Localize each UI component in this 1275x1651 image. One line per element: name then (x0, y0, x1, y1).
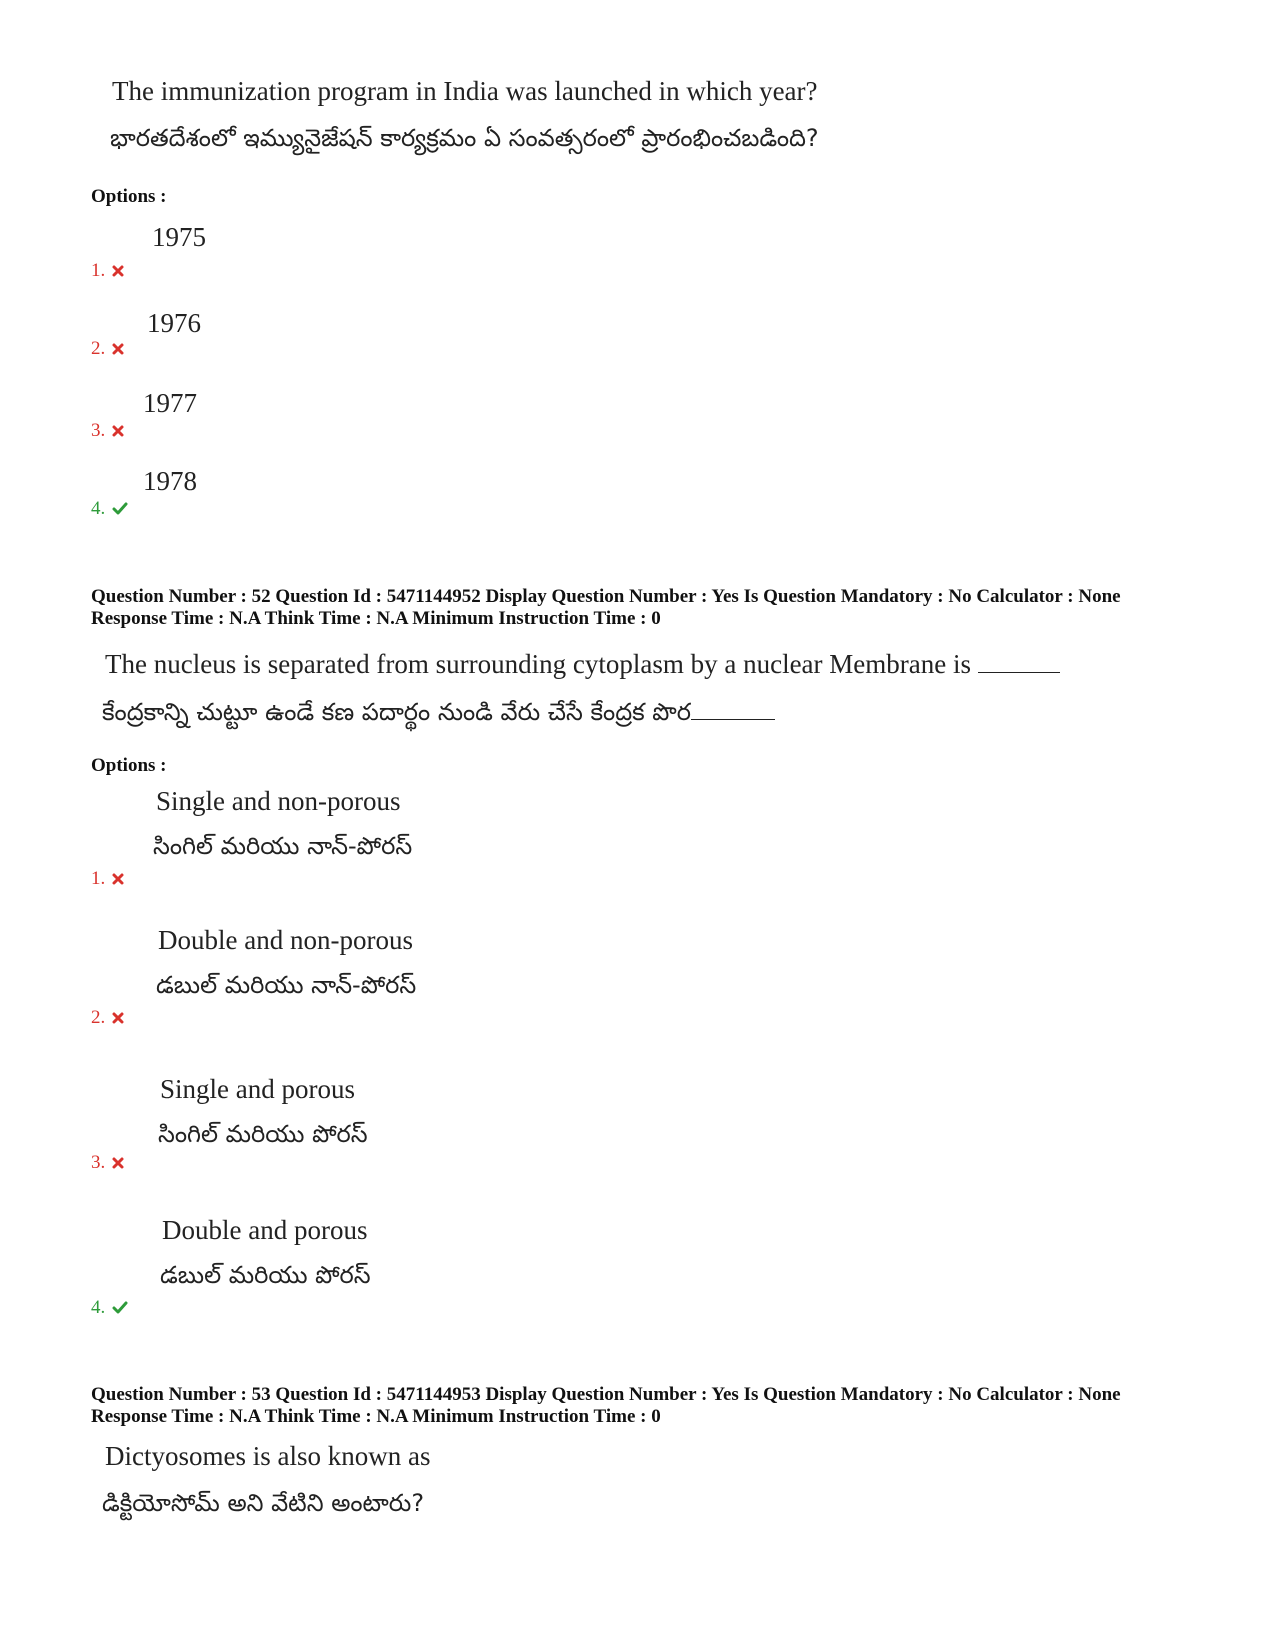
cross-icon (111, 342, 125, 356)
q52-option-2-number: 2. (91, 1007, 125, 1029)
q51-option-4-text: 1978 (143, 466, 197, 496)
q52-option-3-te: సింగిల్ మరియు పోరస్ (158, 1120, 368, 1148)
question-52-meta (91, 586, 1121, 630)
q52-option-1-en: Single and non-porous (156, 786, 401, 816)
q51-option-2-text: 1976 (147, 308, 201, 338)
question-51-text-te: భారతదేశంలో ఇమ్యునైజేషన్ కార్యక్రమం ఏ సంవత్సరంలో ప్రారంభించబడింది? (110, 124, 819, 152)
q52-option-4-number: 4. (91, 1297, 129, 1319)
cross-icon (111, 872, 125, 886)
question-53-text-en: Dictyosomes is also known as (105, 1441, 431, 1471)
q52-option-3-number: 3. (91, 1152, 125, 1174)
question-51-text-en: The immunization program in India was launched in which year? (112, 76, 818, 106)
question-53-text-te: డిక్టియోసోమ్ అని వేటిని అంటారు? (102, 1489, 425, 1517)
q52-option-2-en: Double and non-porous (158, 925, 413, 955)
question-52-text-en (105, 649, 1060, 680)
q51-option-1-text: 1975 (152, 222, 206, 252)
q52-option-4-en: Double and porous (162, 1215, 368, 1245)
question-52-meta-line1: Question Number : 52 Question Id : 5471144952 Display Question Number : Yes Is Question Mandatory : No Calculator : None (91, 586, 1121, 607)
answer-blank (691, 719, 775, 720)
check-icon (111, 502, 129, 516)
q52-option-1-te: సింగిల్ మరియు నాన్-పోరస్ (153, 832, 413, 860)
question-52-text-te (102, 698, 775, 732)
q51-option-4-number: 4. (91, 498, 129, 520)
q51-option-1-number: 1. (91, 260, 125, 282)
answer-blank (978, 672, 1060, 673)
question-52-text-te-content: కేంద్రకాన్ని చుట్టూ ఉండే కణ పదార్థం నుండి వేరు చేసే కేంద్రక పొర (102, 698, 691, 726)
question-53-meta (91, 1384, 1121, 1428)
question-52-text-en-content: The nucleus is separated from surrounding cytoplasm by a nuclear Membrane is (105, 649, 971, 679)
q52-option-2-te: డబుల్ మరియు నాన్-పోరస్ (156, 971, 417, 999)
cross-icon (111, 264, 125, 278)
cross-icon (111, 424, 125, 438)
q51-option-3-number: 3. (91, 420, 125, 442)
check-icon (111, 1301, 129, 1315)
question-52-meta-line2: Response Time : N.A Think Time : N.A Minimum Instruction Time : 0 (91, 608, 661, 629)
options-label: Options : (91, 755, 167, 776)
options-label: Options : (91, 186, 167, 207)
question-53-meta-line1: Question Number : 53 Question Id : 5471144953 Display Question Number : Yes Is Question Mandatory : No Calculator : None (91, 1384, 1121, 1405)
q51-option-3-text: 1977 (143, 388, 197, 418)
q52-option-3-en: Single and porous (160, 1074, 355, 1104)
cross-icon (111, 1011, 125, 1025)
q52-option-1-number: 1. (91, 868, 125, 890)
q52-option-4-te: డబుల్ మరియు పోరస్ (160, 1261, 371, 1289)
cross-icon (111, 1156, 125, 1170)
q51-option-2-number: 2. (91, 338, 125, 360)
question-53-meta-line2: Response Time : N.A Think Time : N.A Minimum Instruction Time : 0 (91, 1406, 661, 1427)
